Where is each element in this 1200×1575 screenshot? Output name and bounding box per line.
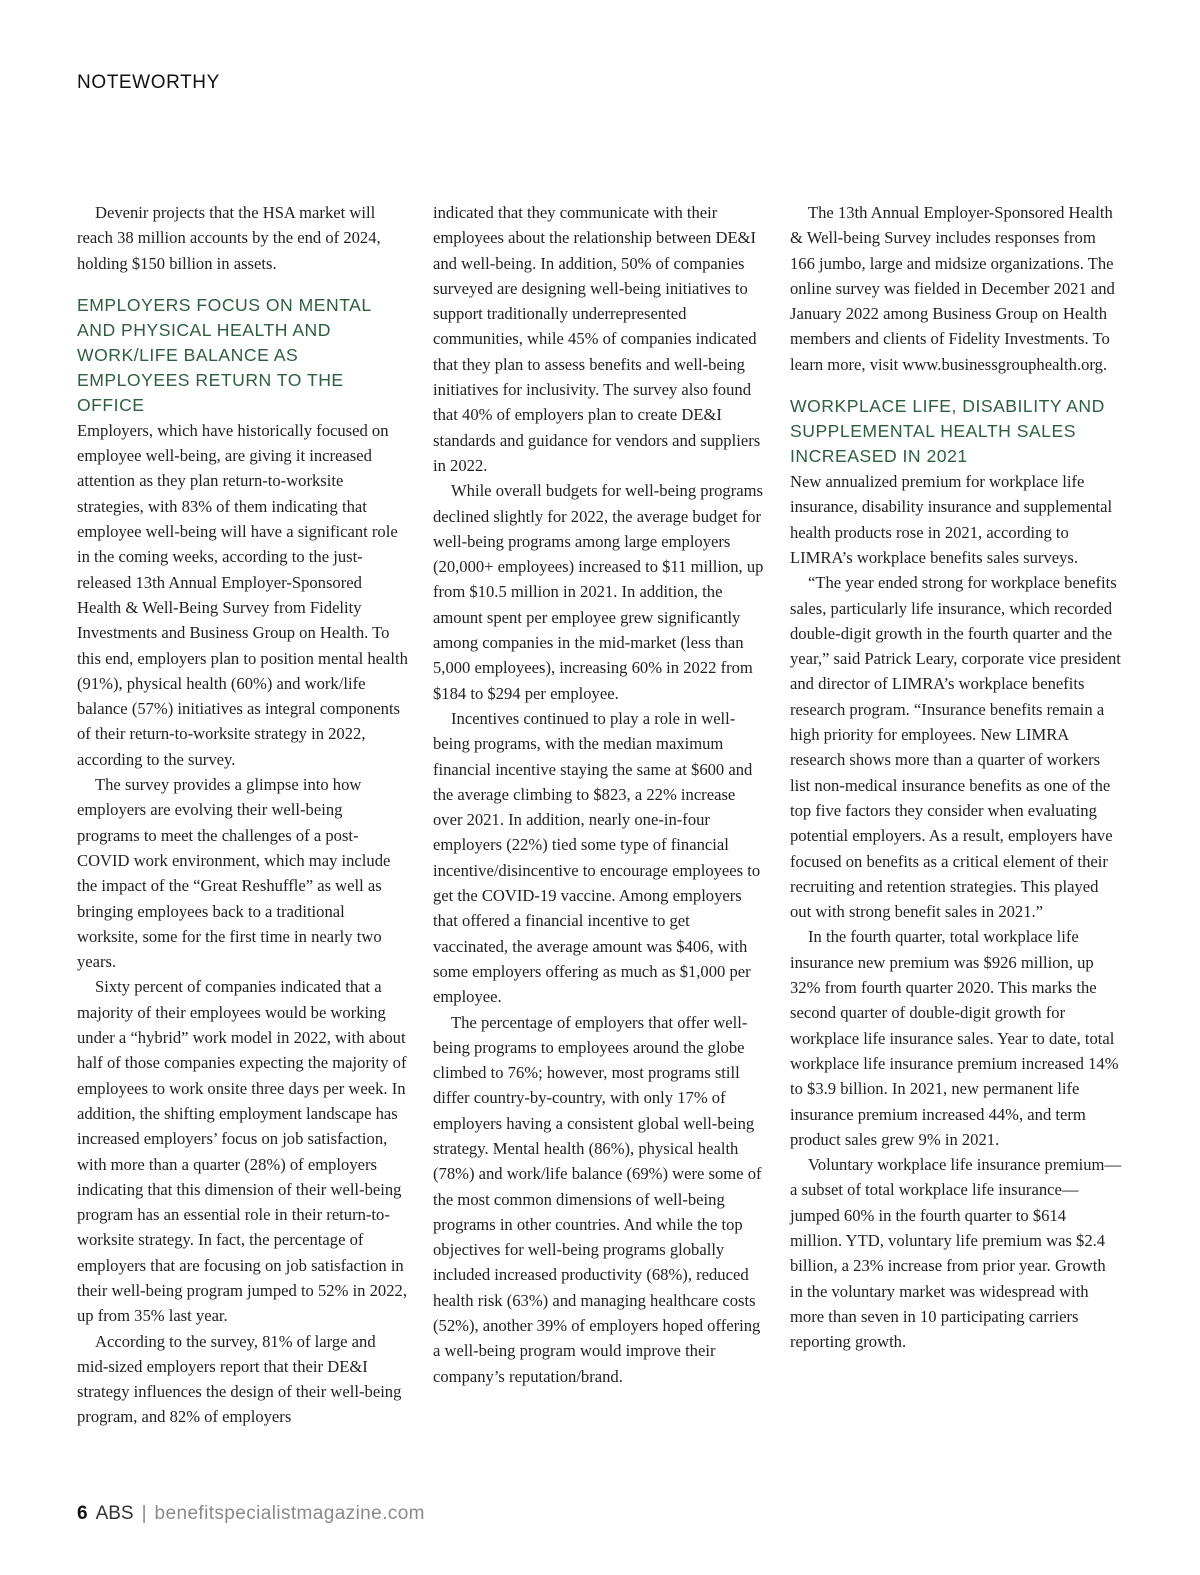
section-heading: WORKPLACE LIFE, DISABILITY AND SUPPLEMENTAL HEALTH SALES INCREASED IN 2021 <box>790 396 1105 467</box>
paragraph: Employers, which have historically focused on employee well-being, are giving it increased attention as they plan return-to-worksite strategies, with 83% of them indicating that employee well-being will have a significant role in the coming weeks, according to the just-released 13th Annual Employer-Sponsored Health & Well-Being Survey from Fidelity Investments and Business Group on Health. To this end, employers plan to position mental health (91%), physical health (60%) and work/life balance (57%) initiatives as integral components of their return-to-worksite strategy in 2022, according to the survey. <box>77 420 408 769</box>
paragraph: Voluntary workplace life insurance premium—a subset of total workplace life insurance—jumped 60% in the fourth quarter to $614 million. YTD, voluntary life premium was $2.4 billion, a 23% increase from prior year. Growth in the voluntary market was widespread with more than seven in 10 participating carriers reporting growth. <box>790 1155 1122 1352</box>
section-label: NOTEWORTHY <box>77 72 220 93</box>
website-link[interactable]: benefitspecialistmagazine.com <box>154 1503 425 1524</box>
paragraph: New annualized premium for workplace life insurance, disability insurance and supplemental health products rose in 2021, according to LIMRA’s workplace benefits sales surveys. <box>790 472 1113 567</box>
paragraph: In the fourth quarter, total workplace life insurance new premium was $926 million, up 32% from fourth quarter 2020. This marks the second quarter of double-digit growth for workplace life insurance sales. Year to date, total workplace life insurance premium increased 14% to $3.9 billion. In 2021, new permanent life insurance premium increased 44%, and term product sales grew 9% in 2021. <box>790 927 1119 1149</box>
section-heading: EMPLOYERS FOCUS ON MENTAL AND PHYSICAL HEALTH AND WORK/LIFE BALANCE AS EMPLOYEES RETURN TO THE OFFICE <box>77 294 372 415</box>
paragraph: The percentage of employers that offer well-being programs to employees around the globe climbed to 76%; however, most programs still differ country-by-country, with only 17% of employers having a consistent global well-being strategy. Mental health (86%), physical health (78%) and work/life balance (69%) were some of the most common dimensions of well-being programs in other countries. And while the top objectives for well-being programs globally included increased productivity (68%), reduced health risk (63%) and managing healthcare costs (52%), another 39% of employers hoped offering a well-being program would improve their company’s reputation/brand. <box>433 1012 762 1386</box>
article-column-1 <box>77 200 409 1430</box>
paragraph: Sixty percent of companies indicated that a majority of their employees would be working under a “hybrid” work model in 2022, with about half of those companies expecting the majority of employees to work onsite three days per week. In addition, the shifting employment landscape has increased employers’ focus on job satisfaction, with more than a quarter (28%) of employers indicating that this dimension of their well-being program has an essential role in their return-to-worksite strategy. In fact, the percentage of employers that are focusing on job satisfaction in their well-being program jumped to 52% in 2022, up from 35% last year. <box>77 977 407 1326</box>
footer-separator: | <box>141 1503 147 1524</box>
paragraph: Incentives continued to play a role in well-being programs, with the median maximum financial incentive staying the same at $600 and the average climbing to $823, a 22% increase over 2021. In addition, nearly one-in-four employers (22%) tied some type of financial incentive/disincentive to encourage employees to get the COVID-19 vaccine. Among employers that offered a financial incentive to get vaccinated, the average amount was $406, with some employers offering as much as $1,000 per employee. <box>433 708 761 1007</box>
paragraph: While overall budgets for well-being programs declined slightly for 2022, the average budget for well-being programs among large employers (20,000+ employees) increased to $11 million, up from $10.5 million in 2021. In addition, the amount spent per employee grew significantly among companies in the mid-market (less than 5,000 employees), increasing 60% in 2022 from $184 to $294 per employee. <box>433 481 764 703</box>
article-column-3 <box>790 200 1122 1354</box>
page-number: 6 <box>77 1503 88 1524</box>
paragraph: “The year ended strong for workplace benefits sales, particularly life insurance, which recorded double-digit growth in the fourth quarter and the year,” said Patrick Leary, corporate vice president and director of LIMRA’s workplace benefits research program. “Insurance benefits remain a high priority for employees. New LIMRA research shows more than a quarter of workers list non-medical insurance benefits as one of the top five factors they consider when evaluating potential employers. As a result, employers have focused on benefits as a critical element of their recruiting and retention strategies. This played out with strong benefit sales in 2021.” <box>790 573 1121 922</box>
paragraph: According to the survey, 81% of large and mid-sized employers report that their DE&I strategy influences the design of their well-being program, and 82% of employers <box>77 1331 402 1427</box>
article-column-2 <box>433 200 765 1389</box>
paragraph: The 13th Annual Employer-Sponsored Health & Well-being Survey includes responses from 166 jumbo, large and midsize organizations. The online survey was fielded in December 2021 and January 2022 among Business Group on Health members and clients of Fidelity Investments. To learn more, visit www.businessgrouphealth.org. <box>790 203 1115 374</box>
page-footer <box>77 1503 425 1525</box>
paragraph: The survey provides a glimpse into how employers are evolving their well-being programs to meet the challenges of a post-COVID work environment, which may include the impact of the “Great Reshuffle” as well as bringing employees back to a traditional worksite, some for the first time in nearly two years. <box>77 775 391 972</box>
publication-name: ABS <box>95 1503 134 1524</box>
paragraph: indicated that they communicate with their employees about the relationship between DE&I and well-being. In addition, 50% of companies surveyed are designing well-being initiatives to support traditionally underrepresented communities, while 45% of companies indicated that they plan to assess benefits and well-being initiatives for inclusivity. The survey also found that 40% of employers plan to create DE&I standards and guidance for vendors and suppliers in 2022. <box>433 203 761 475</box>
paragraph: Devenir projects that the HSA market will reach 38 million accounts by the end of 2024, holding $150 billion in assets. <box>77 203 381 273</box>
